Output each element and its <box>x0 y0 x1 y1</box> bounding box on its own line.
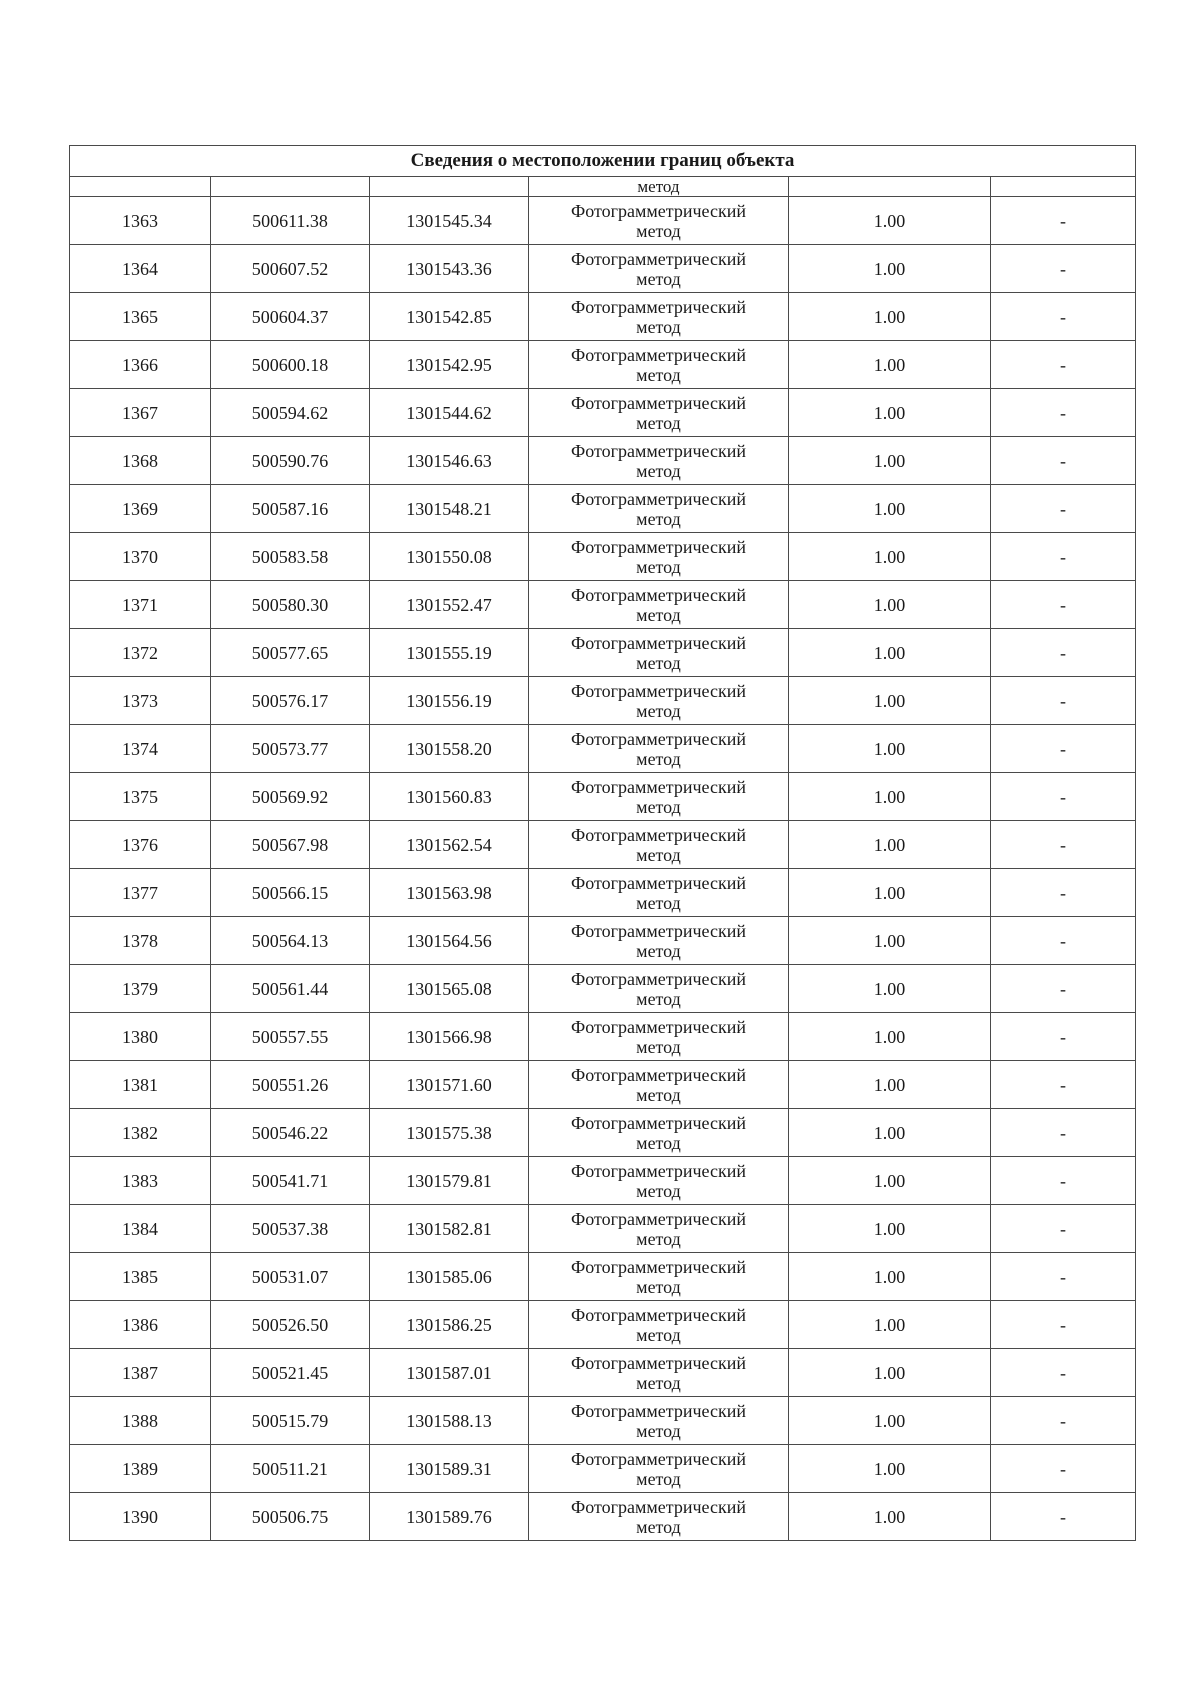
cell-method <box>529 1397 789 1445</box>
cell-y-coordinate: 1301588.13 <box>370 1397 529 1445</box>
table-row <box>70 533 1136 581</box>
method-line-1: Фотограмметрический <box>571 1160 746 1181</box>
cell-x-coordinate: 500566.15 <box>211 869 370 917</box>
cell-point-number: 1387 <box>70 1349 211 1397</box>
cell-point-number: 1371 <box>70 581 211 629</box>
cell-y-coordinate: 1301585.06 <box>370 1253 529 1301</box>
method-line-2: метод <box>636 508 681 529</box>
method-line-2: метод <box>636 1324 681 1345</box>
cell-y-coordinate: 1301562.54 <box>370 821 529 869</box>
cell-note: - <box>991 1493 1136 1541</box>
cell-method <box>529 1445 789 1493</box>
table-title: Сведения о местоположении границ объекта <box>70 146 1136 177</box>
cell-point-number: 1380 <box>70 1013 211 1061</box>
cell-method <box>529 581 789 629</box>
cell-x-coordinate: 500564.13 <box>211 917 370 965</box>
cell-note: - <box>991 917 1136 965</box>
method-line-1: Фотограмметрический <box>571 920 746 941</box>
cell-method <box>529 677 789 725</box>
method-line-2: метод <box>636 1036 681 1057</box>
table-row <box>70 869 1136 917</box>
cell-method <box>529 869 789 917</box>
cell-note: - <box>991 245 1136 293</box>
cell-method <box>529 341 789 389</box>
cell-y-coordinate: 1301560.83 <box>370 773 529 821</box>
cell-method <box>529 1301 789 1349</box>
method-line-2: метод <box>636 844 681 865</box>
method-line-1: Фотограмметрический <box>571 1016 746 1037</box>
cell-x-coordinate: 500587.16 <box>211 485 370 533</box>
cell-x-coordinate: 500526.50 <box>211 1301 370 1349</box>
method-line-2: метод <box>636 316 681 337</box>
method-line-1: Фотограмметрический <box>571 296 746 317</box>
cell-method <box>529 1157 789 1205</box>
method-line-1: Фотограмметрический <box>571 872 746 893</box>
cell-point-number <box>70 177 211 197</box>
method-line-2: метод <box>636 940 681 961</box>
cell-note: - <box>991 341 1136 389</box>
cell-point-number: 1381 <box>70 1061 211 1109</box>
cell-x-coordinate: 500583.58 <box>211 533 370 581</box>
cell-note: - <box>991 725 1136 773</box>
cell-note: - <box>991 485 1136 533</box>
method-line-1: Фотограмметрический <box>571 680 746 701</box>
method-line-2: метод <box>636 1132 681 1153</box>
cell-x-coordinate: 500546.22 <box>211 1109 370 1157</box>
cell-method <box>529 1109 789 1157</box>
method-line-1: Фотограмметрический <box>571 968 746 989</box>
cell-x-coordinate: 500557.55 <box>211 1013 370 1061</box>
method-line-1: Фотограмметрический <box>571 248 746 269</box>
cell-point-number: 1369 <box>70 485 211 533</box>
cell-method <box>529 293 789 341</box>
cell-method <box>529 1493 789 1541</box>
cell-x-coordinate: 500561.44 <box>211 965 370 1013</box>
method-line-2: метод <box>636 460 681 481</box>
cell-note: - <box>991 629 1136 677</box>
cell-accuracy: 1.00 <box>789 917 991 965</box>
cell-method <box>529 197 789 245</box>
table-row <box>70 293 1136 341</box>
cell-x-coordinate: 500604.37 <box>211 293 370 341</box>
cell-accuracy: 1.00 <box>789 1349 991 1397</box>
method-line-2: метод <box>636 364 681 385</box>
cell-accuracy: 1.00 <box>789 1205 991 1253</box>
cell-point-number: 1372 <box>70 629 211 677</box>
table-row <box>70 1061 1136 1109</box>
method-line-2: метод <box>636 556 681 577</box>
cell-method <box>529 1013 789 1061</box>
table-row <box>70 965 1136 1013</box>
cell-accuracy: 1.00 <box>789 1445 991 1493</box>
cell-note: - <box>991 581 1136 629</box>
cell-accuracy: 1.00 <box>789 677 991 725</box>
cell-note: - <box>991 1349 1136 1397</box>
cell-method <box>529 389 789 437</box>
table-row <box>70 341 1136 389</box>
cell-accuracy: 1.00 <box>789 197 991 245</box>
cell-note: - <box>991 1205 1136 1253</box>
cell-point-number: 1374 <box>70 725 211 773</box>
method-line-1: Фотограмметрический <box>571 632 746 653</box>
cell-method <box>529 1349 789 1397</box>
cell-x-coordinate: 500567.98 <box>211 821 370 869</box>
cell-accuracy: 1.00 <box>789 293 991 341</box>
method-line-1: Фотограмметрический <box>571 440 746 461</box>
boundary-coordinates-table <box>69 145 1136 1541</box>
cell-y-coordinate: 1301544.62 <box>370 389 529 437</box>
cell-y-coordinate <box>370 177 529 197</box>
cell-point-number: 1382 <box>70 1109 211 1157</box>
cell-y-coordinate: 1301563.98 <box>370 869 529 917</box>
cell-accuracy: 1.00 <box>789 965 991 1013</box>
cell-method <box>529 437 789 485</box>
cell-x-coordinate: 500590.76 <box>211 437 370 485</box>
cell-point-number: 1389 <box>70 1445 211 1493</box>
cell-method <box>529 965 789 1013</box>
cell-x-coordinate: 500506.75 <box>211 1493 370 1541</box>
method-line-1: Фотограмметрический <box>571 392 746 413</box>
method-line-1: Фотограмметрический <box>571 1496 746 1517</box>
method-line-2: метод <box>636 220 681 241</box>
method-line-1: Фотограмметрический <box>571 1064 746 1085</box>
cell-accuracy: 1.00 <box>789 437 991 485</box>
cell-method <box>529 1205 789 1253</box>
cell-point-number: 1377 <box>70 869 211 917</box>
cell-x-coordinate: 500573.77 <box>211 725 370 773</box>
cell-method <box>529 917 789 965</box>
cell-point-number: 1365 <box>70 293 211 341</box>
cell-point-number: 1378 <box>70 917 211 965</box>
cell-note: - <box>991 1253 1136 1301</box>
method-line-2: метод <box>636 1468 681 1489</box>
cell-method <box>529 245 789 293</box>
method-line-2: метод <box>636 796 681 817</box>
cell-point-number: 1379 <box>70 965 211 1013</box>
table-row <box>70 581 1136 629</box>
cell-y-coordinate: 1301589.31 <box>370 1445 529 1493</box>
cell-accuracy: 1.00 <box>789 1493 991 1541</box>
cell-note: - <box>991 1013 1136 1061</box>
method-line-1: Фотограмметрический <box>571 1256 746 1277</box>
cell-point-number: 1386 <box>70 1301 211 1349</box>
cell-accuracy: 1.00 <box>789 629 991 677</box>
method-line-2: метод <box>636 892 681 913</box>
cell-y-coordinate: 1301564.56 <box>370 917 529 965</box>
method-line-2: метод <box>636 1228 681 1249</box>
cell-x-coordinate: 500515.79 <box>211 1397 370 1445</box>
cell-method <box>529 773 789 821</box>
cell-note: - <box>991 821 1136 869</box>
cell-y-coordinate: 1301545.34 <box>370 197 529 245</box>
cell-note: - <box>991 533 1136 581</box>
cell-y-coordinate: 1301587.01 <box>370 1349 529 1397</box>
cell-point-number: 1373 <box>70 677 211 725</box>
continued-row <box>70 177 1136 197</box>
method-line-1: Фотограмметрический <box>571 728 746 749</box>
cell-x-coordinate: 500611.38 <box>211 197 370 245</box>
method-line-1: Фотограмметрический <box>571 824 746 845</box>
cell-point-number: 1368 <box>70 437 211 485</box>
cell-y-coordinate: 1301582.81 <box>370 1205 529 1253</box>
method-line-1: Фотограмметрический <box>571 344 746 365</box>
cell-point-number: 1375 <box>70 773 211 821</box>
cell-point-number: 1376 <box>70 821 211 869</box>
method-line-2: метод <box>636 1180 681 1201</box>
table-row <box>70 1013 1136 1061</box>
table-row <box>70 1205 1136 1253</box>
cell-y-coordinate: 1301575.38 <box>370 1109 529 1157</box>
cell-note: - <box>991 437 1136 485</box>
table-title-row <box>70 146 1136 177</box>
cell-accuracy: 1.00 <box>789 485 991 533</box>
cell-y-coordinate: 1301565.08 <box>370 965 529 1013</box>
method-line-2: метод <box>636 700 681 721</box>
cell-x-coordinate: 500511.21 <box>211 1445 370 1493</box>
cell-accuracy: 1.00 <box>789 341 991 389</box>
table-row <box>70 1397 1136 1445</box>
cell-y-coordinate: 1301558.20 <box>370 725 529 773</box>
table-row <box>70 629 1136 677</box>
cell-note: - <box>991 965 1136 1013</box>
method-line-2: метод <box>636 1372 681 1393</box>
table-row <box>70 389 1136 437</box>
cell-x-coordinate: 500537.38 <box>211 1205 370 1253</box>
cell-point-number: 1388 <box>70 1397 211 1445</box>
cell-y-coordinate: 1301542.95 <box>370 341 529 389</box>
method-line-1: Фотограмметрический <box>571 1208 746 1229</box>
cell-method <box>529 485 789 533</box>
table-row <box>70 1253 1136 1301</box>
cell-y-coordinate: 1301586.25 <box>370 1301 529 1349</box>
cell-note: - <box>991 677 1136 725</box>
method-line-1: Фотограмметрический <box>571 536 746 557</box>
cell-y-coordinate: 1301555.19 <box>370 629 529 677</box>
cell-x-coordinate: 500600.18 <box>211 341 370 389</box>
cell-y-coordinate: 1301548.21 <box>370 485 529 533</box>
table-row <box>70 245 1136 293</box>
cell-y-coordinate: 1301579.81 <box>370 1157 529 1205</box>
cell-x-coordinate: 500577.65 <box>211 629 370 677</box>
cell-point-number: 1367 <box>70 389 211 437</box>
cell-x-coordinate: 500580.30 <box>211 581 370 629</box>
table-row <box>70 917 1136 965</box>
method-line-2: метод <box>636 1516 681 1537</box>
method-line-1: Фотограмметрический <box>571 1112 746 1133</box>
method-line-1: Фотограмметрический <box>571 1400 746 1421</box>
cell-accuracy: 1.00 <box>789 1301 991 1349</box>
method-line-1: Фотограмметрический <box>571 1448 746 1469</box>
cell-accuracy <box>789 177 991 197</box>
cell-accuracy: 1.00 <box>789 1109 991 1157</box>
cell-note: - <box>991 869 1136 917</box>
cell-method <box>529 1253 789 1301</box>
table-row <box>70 1349 1136 1397</box>
cell-y-coordinate: 1301552.47 <box>370 581 529 629</box>
cell-accuracy: 1.00 <box>789 1013 991 1061</box>
cell-x-coordinate: 500521.45 <box>211 1349 370 1397</box>
method-line-2: метод <box>636 268 681 289</box>
method-line-1: Фотограмметрический <box>571 1352 746 1373</box>
document-page <box>69 145 1135 1541</box>
cell-accuracy: 1.00 <box>789 245 991 293</box>
cell-note: - <box>991 1157 1136 1205</box>
table-row <box>70 197 1136 245</box>
method-line-1: Фотограмметрический <box>571 776 746 797</box>
cell-y-coordinate: 1301542.85 <box>370 293 529 341</box>
cell-method <box>529 725 789 773</box>
cell-accuracy: 1.00 <box>789 821 991 869</box>
cell-note: - <box>991 773 1136 821</box>
cell-accuracy: 1.00 <box>789 1253 991 1301</box>
method-line-1: Фотограмметрический <box>571 584 746 605</box>
cell-accuracy: 1.00 <box>789 1157 991 1205</box>
cell-method: метод <box>529 177 789 197</box>
cell-accuracy: 1.00 <box>789 1397 991 1445</box>
table-row <box>70 437 1136 485</box>
table-row <box>70 1157 1136 1205</box>
method-line-2: метод <box>636 748 681 769</box>
cell-accuracy: 1.00 <box>789 389 991 437</box>
cell-y-coordinate: 1301589.76 <box>370 1493 529 1541</box>
cell-accuracy: 1.00 <box>789 725 991 773</box>
table-row <box>70 677 1136 725</box>
cell-x-coordinate: 500531.07 <box>211 1253 370 1301</box>
cell-note: - <box>991 1109 1136 1157</box>
method-line-2: метод <box>636 604 681 625</box>
method-line-1: Фотограмметрический <box>571 1304 746 1325</box>
cell-accuracy: 1.00 <box>789 773 991 821</box>
cell-x-coordinate: 500541.71 <box>211 1157 370 1205</box>
cell-x-coordinate <box>211 177 370 197</box>
cell-x-coordinate: 500607.52 <box>211 245 370 293</box>
table-row <box>70 1301 1136 1349</box>
method-line-2: метод <box>636 1276 681 1297</box>
cell-x-coordinate: 500569.92 <box>211 773 370 821</box>
cell-accuracy: 1.00 <box>789 869 991 917</box>
table-row <box>70 1445 1136 1493</box>
cell-method <box>529 629 789 677</box>
table-row <box>70 773 1136 821</box>
cell-note: - <box>991 1445 1136 1493</box>
cell-point-number: 1383 <box>70 1157 211 1205</box>
table-row <box>70 1109 1136 1157</box>
cell-point-number: 1390 <box>70 1493 211 1541</box>
cell-y-coordinate: 1301571.60 <box>370 1061 529 1109</box>
cell-y-coordinate: 1301566.98 <box>370 1013 529 1061</box>
cell-y-coordinate: 1301556.19 <box>370 677 529 725</box>
cell-note: - <box>991 197 1136 245</box>
method-line-2: метод <box>636 988 681 1009</box>
cell-point-number: 1363 <box>70 197 211 245</box>
cell-x-coordinate: 500551.26 <box>211 1061 370 1109</box>
method-line-2: метод <box>636 652 681 673</box>
cell-accuracy: 1.00 <box>789 1061 991 1109</box>
method-line-1: Фотограмметрический <box>571 200 746 221</box>
method-line-2: метод <box>636 1420 681 1441</box>
table-row <box>70 485 1136 533</box>
cell-y-coordinate: 1301550.08 <box>370 533 529 581</box>
cell-note: - <box>991 1061 1136 1109</box>
cell-x-coordinate: 500594.62 <box>211 389 370 437</box>
cell-point-number: 1385 <box>70 1253 211 1301</box>
cell-method <box>529 821 789 869</box>
cell-method <box>529 533 789 581</box>
table-row <box>70 725 1136 773</box>
table-row <box>70 1493 1136 1541</box>
method-line-2: метод <box>636 412 681 433</box>
cell-x-coordinate: 500576.17 <box>211 677 370 725</box>
cell-y-coordinate: 1301543.36 <box>370 245 529 293</box>
method-line-2: метод <box>636 1084 681 1105</box>
cell-note <box>991 177 1136 197</box>
cell-note: - <box>991 293 1136 341</box>
cell-accuracy: 1.00 <box>789 581 991 629</box>
cell-method <box>529 1061 789 1109</box>
cell-point-number: 1366 <box>70 341 211 389</box>
cell-note: - <box>991 1301 1136 1349</box>
method-line-1: Фотограмметрический <box>571 488 746 509</box>
cell-note: - <box>991 1397 1136 1445</box>
table-row <box>70 821 1136 869</box>
cell-point-number: 1370 <box>70 533 211 581</box>
cell-accuracy: 1.00 <box>789 533 991 581</box>
cell-note: - <box>991 389 1136 437</box>
cell-y-coordinate: 1301546.63 <box>370 437 529 485</box>
cell-point-number: 1364 <box>70 245 211 293</box>
cell-point-number: 1384 <box>70 1205 211 1253</box>
